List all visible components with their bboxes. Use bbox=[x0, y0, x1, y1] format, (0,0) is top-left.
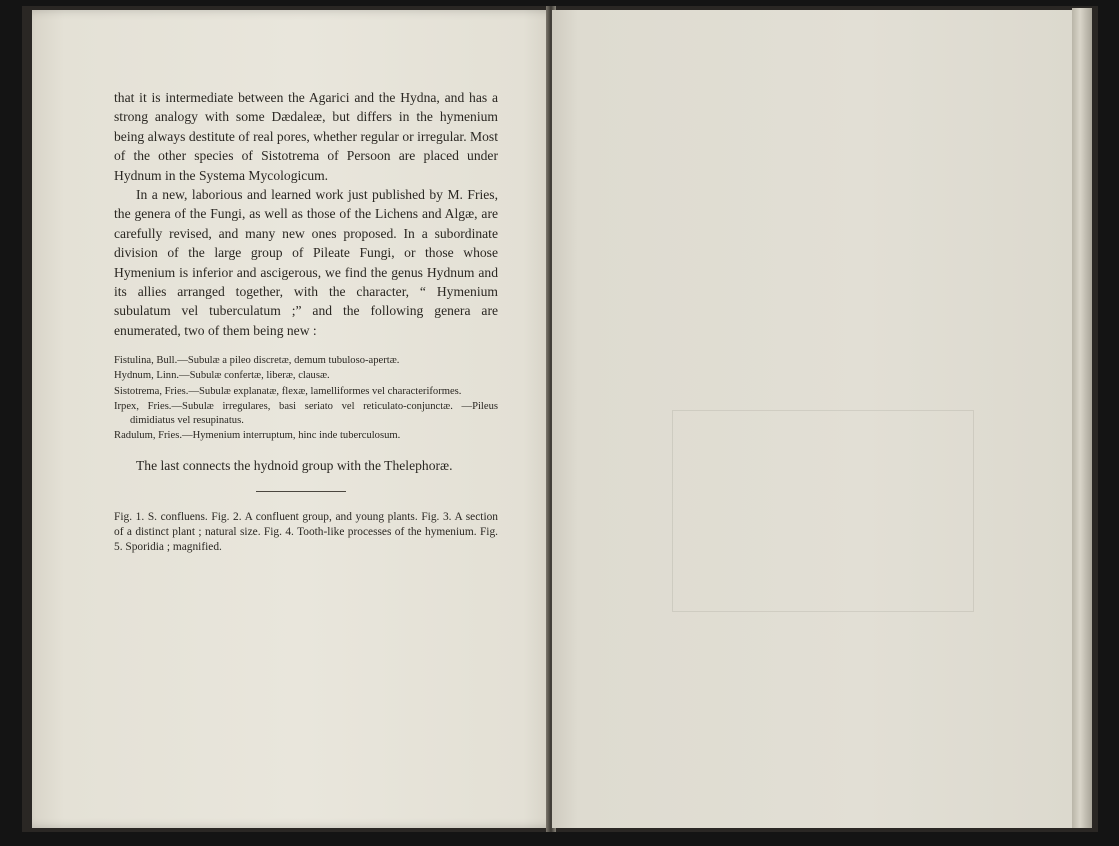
genus-sistotrema: Sistotrema, Fries.—Subulæ explanatæ, flexæ, lamelliformes vel characteriformes. bbox=[114, 385, 462, 397]
figure-caption: Fig. 1. S. confluens. Fig. 2. A confluent group, and young plants. Fig. 3. A section of a distinct plant ; natural size. Fig. 4. Tooth-like processes of the hymenium. Fig. 5. Sporidia ; magnified. bbox=[114, 510, 498, 553]
genus-hydnum: Hydnum, Linn.—Subulæ confertæ, liberæ, clausæ. bbox=[114, 370, 330, 382]
genus-fistulina: Fistulina, Bull.—Subulæ a pileo discretæ, demum tubuloso-apertæ. bbox=[114, 355, 400, 367]
paragraph-1: that it is intermediate between the Agarici and the Hydna, and has a strong analogy with some Dædaleæ, but differs in the hymenium being always destitute of real pores, whether regular or irregular. Most of the other species of Sistotrema of Persoon are placed under Hydnum in the Systema Mycologicum. bbox=[114, 90, 498, 183]
bleed-through-plate bbox=[672, 410, 974, 612]
genera-list bbox=[114, 354, 498, 443]
genus-irpex: Irpex, Fries.—Subulæ irregulares, basi seriato vel reticulato-conjunctæ. —Pileus dimidiatus vel resupinatus. bbox=[114, 400, 498, 427]
divider-rule bbox=[256, 491, 346, 492]
closing-line: The last connects the hydnoid group with the Thelephoræ. bbox=[136, 457, 453, 473]
paragraph-2: In a new, laborious and learned work just published by M. Fries, the genera of the Fungi, as well as those of the Lichens and Algæ, are carefully revised, and many new ones proposed. In a subordinate division of the large group of Pileate Fungi, or those whose Hymenium is inferior and ascigerous, we find the genus Hydnum and its allies arranged together, with the character, “ Hymenium subulatum vel tuberculatum ;” and the following genera are enumerated, two of them being new : bbox=[114, 187, 498, 338]
right-page-blank bbox=[552, 10, 1072, 828]
genus-radulum: Radulum, Fries.—Hymenium interruptum, hinc inde tuberculosum. bbox=[114, 430, 401, 442]
page-text bbox=[114, 88, 498, 555]
page-edges bbox=[1072, 8, 1092, 828]
